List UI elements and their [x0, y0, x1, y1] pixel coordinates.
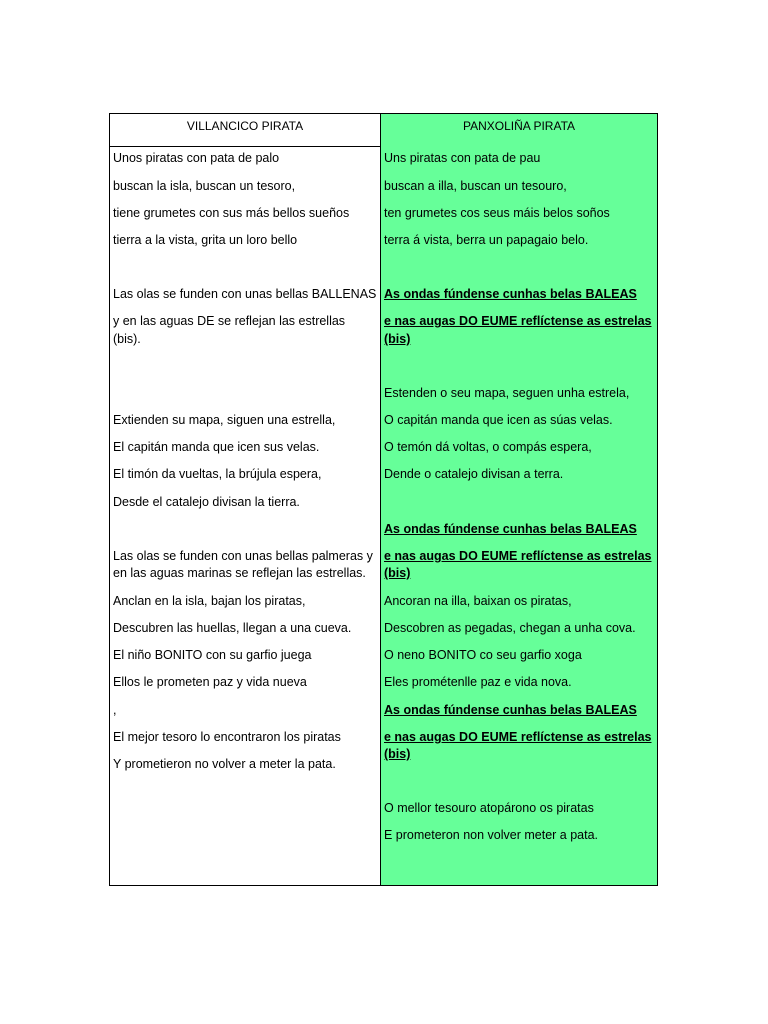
- spanish-line: tiene grumetes con sus más bellos sueños: [113, 206, 350, 220]
- spanish-line: en las aguas marinas se reflejan las estrellas.: [113, 566, 366, 580]
- spanish-line: Ellos le prometen paz y vida nueva: [113, 675, 307, 689]
- galician-chorus-line: e nas augas DO EUME reflíctense as estrelas: [384, 314, 652, 328]
- spanish-line: El timón da vueltas, la brújula espera,: [113, 467, 322, 481]
- galician-line: Dende o catalejo divisan a terra.: [384, 467, 564, 481]
- spanish-line: tierra a la vista, grita un loro bello: [113, 233, 298, 247]
- galician-line: O mellor tesouro atopárono os piratas: [384, 801, 594, 815]
- column-header-spanish: VILLANCICO PIRATA: [186, 119, 304, 133]
- spanish-line: y en las aguas DE se reflejan las estrellas: [113, 314, 346, 328]
- spanish-line: Las olas se funden con unas bellas palmeras y: [113, 549, 373, 563]
- galician-chorus-line: e nas augas DO EUME reflíctense as estrelas: [384, 549, 652, 563]
- spanish-line: Unos piratas con pata de palo: [113, 151, 280, 165]
- spanish-line: El mejor tesoro lo encontraron los piratas: [113, 730, 341, 744]
- galician-line: Descobren as pegadas, chegan a unha cova.: [384, 621, 636, 635]
- galician-chorus-line: e nas augas DO EUME reflíctense as estrelas: [384, 730, 652, 744]
- spanish-line: Anclan en la isla, bajan los piratas,: [113, 594, 306, 608]
- galician-line: Uns piratas con pata de pau: [384, 151, 541, 165]
- spanish-line: (bis).: [113, 332, 141, 346]
- galician-line: O neno BONITO co seu garfio xoga: [384, 648, 582, 662]
- spanish-line: Y prometieron no volver a meter la pata.: [113, 757, 336, 771]
- galician-line: E prometeron non volver meter a pata.: [384, 828, 599, 842]
- spanish-line: Desde el catalejo divisan la tierra.: [113, 495, 300, 509]
- column-header-galician: PANXOLIÑA PIRATA: [462, 119, 576, 133]
- galician-chorus-line: As ondas fúndense cunhas belas BALEAS: [384, 522, 637, 536]
- galician-line: O temón dá voltas, o compás espera,: [384, 440, 592, 454]
- galician-line: Ancoran na illa, baixan os piratas,: [384, 594, 572, 608]
- spanish-line: El niño BONITO con su garfio juega: [113, 648, 312, 662]
- galician-line: Eles prométenlle paz e vida nova.: [384, 675, 572, 689]
- spanish-line: buscan la isla, buscan un tesoro,: [113, 179, 296, 193]
- galician-chorus-line: (bis): [384, 747, 411, 761]
- galician-column-background: [380, 113, 658, 886]
- spanish-line: Descubren las huellas, llegan a una cueva.: [113, 621, 352, 635]
- header-divider: [109, 146, 381, 147]
- galician-line: buscan a illa, buscan un tesouro,: [384, 179, 567, 193]
- galician-line: O capitán manda que icen as súas velas.: [384, 413, 613, 427]
- galician-chorus-line: As ondas fúndense cunhas belas BALEAS: [384, 703, 637, 717]
- spanish-line: ,: [113, 703, 117, 717]
- galician-chorus-line: (bis): [384, 566, 411, 580]
- galician-line: terra á vista, berra un papagaio belo.: [384, 233, 589, 247]
- spanish-line: Las olas se funden con unas bellas BALLENAS: [113, 287, 377, 301]
- galician-chorus-line: As ondas fúndense cunhas belas BALEAS: [384, 287, 637, 301]
- spanish-line: El capitán manda que icen sus velas.: [113, 440, 320, 454]
- galician-line: ten grumetes cos seus máis belos soños: [384, 206, 610, 220]
- spanish-line: Extienden su mapa, siguen una estrella,: [113, 413, 336, 427]
- galician-line: Estenden o seu mapa, seguen unha estrela,: [384, 386, 630, 400]
- galician-chorus-line: (bis): [384, 332, 411, 346]
